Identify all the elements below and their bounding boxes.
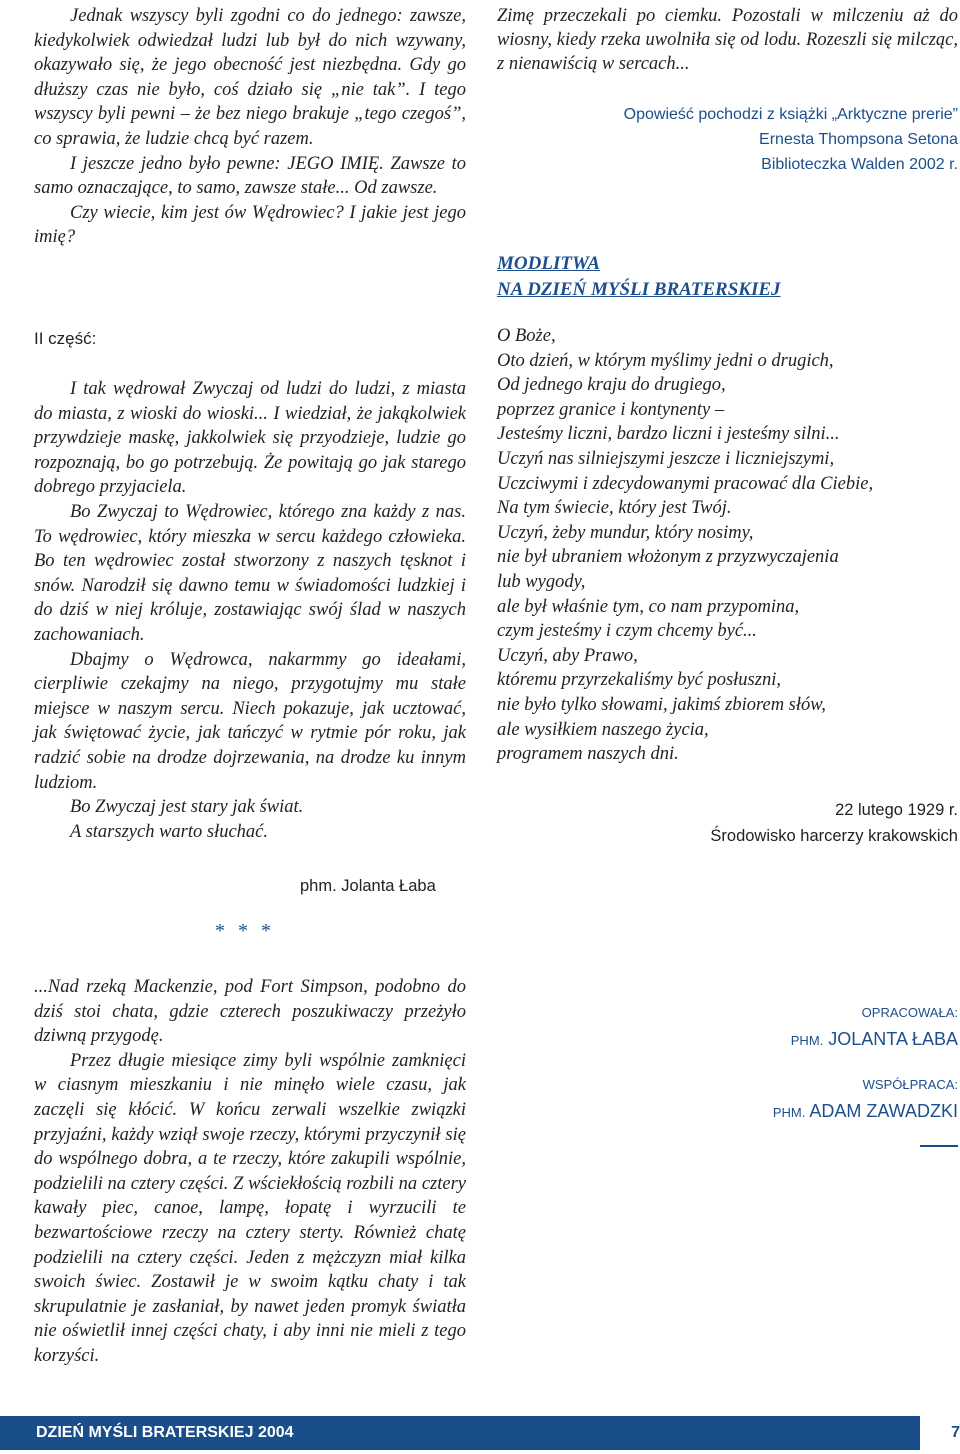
prayer-line: czym jesteśmy i czym chcemy być... [497,621,757,642]
prayer-date: 22 lutego 1929 r. [835,801,958,819]
prayer-title-line: NA DZIEŃ MYŚLI BRATERSKIEJ [497,279,781,300]
section-separator: * * * [215,920,275,942]
prayer-line: Jesteśmy liczni, bardzo liczni i jesteśmy silni... [497,424,840,445]
prayer-line: O Boże, [497,326,556,346]
credit-prefix: PHM. [772,1105,806,1120]
part2-body [34,377,466,844]
paragraph: Bo Zwyczaj to Wędrowiec, którego zna każdy z nas. To wędrowiec, który mieszka w sercu każdego człowieka. Bo ten wędrowiec został stworzony z naszych tęsknot i snów. Narodził się dawno temu w świadomości ludzkiej i do dziś w niej króluje, zostawiając swój ślad w naszych zachowaniach. [34,501,466,645]
prayer-line: Uczciwymi i zdecydowanymi pracować dla Ciebie, [497,473,874,494]
story-body [34,975,466,1369]
prayer-line: programem naszych dni. [497,744,679,765]
source-line: Opowieść pochodzi z książki „Arktyczne prerie” [623,106,958,123]
paragraph: Jednak wszyscy byli zgodni co do jednego: zawsze, kiedykolwiek odwiedzał ludzi lub był do nich wzywany, okazywało się, że jego obecność jest niezbędna. Gdy go dłuższy czas nie było, coś działo się „nie tak”. I tego wszyscy byli pewni – że bez niego brakuje „tego czegoś”, co sprawia, że ludzie chcą być razem. [34,6,466,149]
prayer-title-line: MODLITWA [497,253,601,274]
prayer-line: poprzez granice i kontynenty – [497,399,725,420]
prayer-line: któremu przyrzekaliśmy być posłuszni, [497,670,781,691]
source-note [497,102,958,177]
credits-divider [920,1145,958,1147]
source-line: Biblioteczka Walden 2002 r. [761,156,958,173]
paragraph: Bo Zwyczaj jest stary jak świat. [70,797,304,818]
prayer-line: Oto dzień, w którym myślimy jedni o drugich, [497,350,834,371]
prayer-line: ale wysiłkiem naszego życia, [497,719,709,740]
credit-name-text: ADAM ZAWADZKI [809,1101,958,1121]
part2-heading: II część: [34,329,97,348]
paragraph: Czy wiecie, kim jest ów Wędrowiec? I jakie jest jego imię? [34,202,466,248]
paragraph: Dbajmy o Wędrowca, nakarmmy go ideałami, cierpliwie czekajmy na niego, przygotujmy mu stałe miejsce w naszym sercu. Niech pokazuje, jak ucztować, jak świętować życie, jak tańczyć w rytmie pór roku, jak radzić sobie na drodze dojrzewania, na drodze ku innym ludziom. [34,649,466,793]
prayer-line: nie był ubraniem włożonym z przyzwyczajenia [497,547,839,568]
prayer-line: Uczyń, żeby mundur, który nosimy, [497,522,754,543]
author-signature: phm. Jolanta Łaba [300,877,436,895]
paragraph: I jeszcze jedno było pewne: JEGO IMIĘ. Zawsze to samo oznaczające, to samo, zawsze stałe... Od zawsze. [34,153,466,199]
credit-name [600,1099,958,1125]
source-line: Ernesta Thompsona Setona [759,131,958,148]
left-column-top [34,4,466,250]
prayer-line: Uczyń, aby Prawo, [497,645,638,666]
prayer-line: nie było tylko słowami, jakimś zbiorem słów, [497,694,826,715]
footer-title: DZIEŃ MYŚLI BRATERSKIEJ 2004 [0,1416,430,1450]
prayer-origin: Środowisko harcerzy krakowskich [710,827,958,845]
credits [600,1005,958,1125]
prayer-line: Od jednego kraju do drugiego, [497,375,726,396]
paragraph: Przez długie miesiące zimy byli wspólnie zamknięci w ciasnym mieszkaniu i nie minęło wiele czasu, jak zaczęli się kłócić. W końcu zerwali wszelkie związki przyjaźni, każdy wziął swoje rzeczy, którymi przyczynił się do wspólnego dobra, a te rzeczy, które zakupili wspólnie, podzielili na cztery części. Z wściekłością rozbili na cztery kawały piec, canoe, lampę, łopatę i wyrzucili te bezwartościowe rzeczy na cztery sterty. Również chatę podzielili na cztery części. Jeden z mężczyzn miał kilka swoich świec. Zostawił je w swoim kątku chaty i tak skrupulatnie je zasłaniał, by nawet jeden promyk światła nie oświetlił innej części chaty, i aby inni nie mieli z tego korzyści. [34,1050,466,1366]
prayer-line: Na tym świecie, który jest Twój. [497,498,732,519]
prayer-title [497,251,781,303]
prayer-line: Uczyń nas silniejszymi jeszcze i liczniejszymi, [497,448,835,469]
credit-name-text: JOLANTA ŁABA [828,1029,958,1049]
credit-name [600,1027,958,1053]
paragraph: I tak wędrował Zwyczaj od ludzi do ludzi, z miasta do miasta, z wioski do wioski... I wiedział, że jakąkolwiek przywdzieje maskę, jakkolwiek się przyodzieje, ludzie go rozpoznają, bo go potrzebują. Że powitają go jak starego dobrego przyjaciela. [34,379,466,498]
right-column-top [497,4,958,76]
prayer-line: ale był właśnie tym, co nam przypomina, [497,596,800,617]
paragraph: Zimę przeczekali po ciemku. Pozostali w milczeniu aż do wiosny, kiedy rzeka uwolniła się od lodu. Rozeszli się milcząc, z nienawiścią w sercach... [497,6,958,74]
credit-prefix: PHM. [790,1033,824,1048]
prayer-line: lub wygody, [497,571,586,592]
credit-role-label: WSPÓŁPRACA: [862,1077,958,1092]
paragraph: A starszych warto słuchać. [70,821,269,842]
footer-rule [430,1416,920,1450]
page-number: 7 [951,1424,960,1441]
prayer-body [497,324,958,767]
paragraph: ...Nad rzeką Mackenzie, pod Fort Simpson, podobno do dziś stoi chata, gdzie czterech poszukiwaczy przeżyło dziwną przygodę. [34,977,466,1047]
credit-role-label: OPRACOWAŁA: [861,1005,958,1020]
